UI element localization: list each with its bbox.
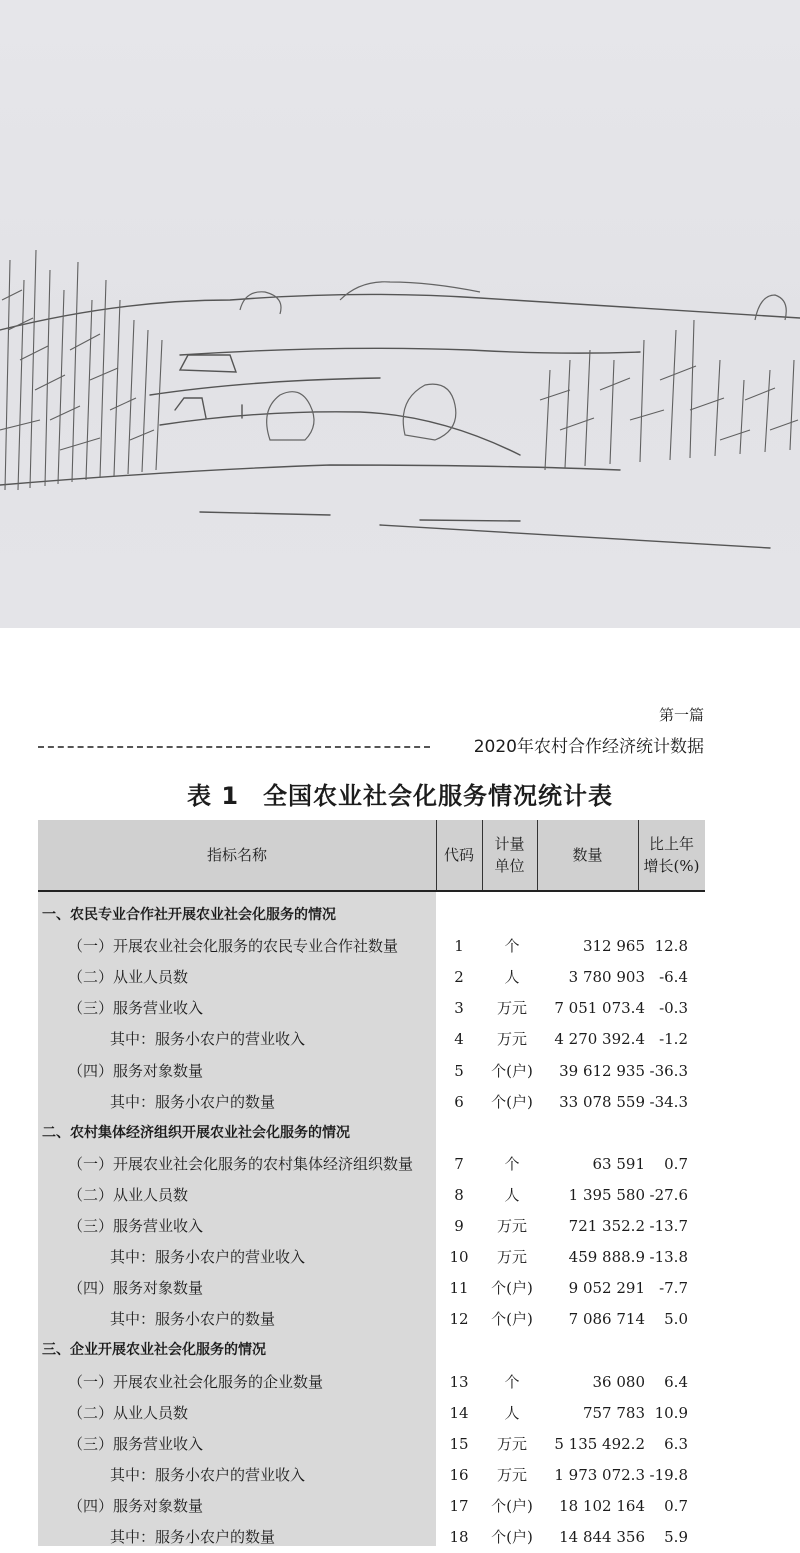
row-unit: 人: [504, 1185, 520, 1204]
row-code: 13: [449, 1372, 469, 1391]
row-code: 6: [454, 1092, 464, 1111]
col-header-growth-line1: 比上年: [648, 835, 694, 853]
row-name: （三）服务营业收入: [68, 999, 204, 1018]
section-row: [38, 900, 705, 931]
col-header-unit-line1: 计量: [494, 835, 525, 853]
table-row: [38, 1460, 705, 1491]
row-quantity: 63 591: [592, 1154, 645, 1173]
col-header-unit: [482, 820, 537, 890]
row-growth: -1.2: [659, 1030, 688, 1049]
landscape-illustration: [0, 0, 800, 628]
row-unit: 万元: [496, 1434, 527, 1453]
row-quantity: 7 086 714: [568, 1310, 645, 1329]
row-name: 其中：服务小农户的数量: [110, 1528, 276, 1546]
table-row: [38, 1211, 705, 1242]
running-title: 2020年农村合作经济统计数据: [473, 737, 704, 757]
row-quantity: 9 052 291: [568, 1279, 645, 1298]
row-quantity: 721 352.2: [568, 1217, 645, 1235]
row-unit: 个: [504, 1372, 520, 1391]
row-growth: 6.4: [664, 1372, 688, 1391]
row-name: （一）开展农业社会化服务的农民专业合作社数量: [68, 937, 399, 956]
ground-stroke: [380, 525, 770, 548]
row-growth: 0.7: [664, 1154, 688, 1173]
row-name: （一）开展农业社会化服务的企业数量: [68, 1372, 324, 1391]
table-row: [38, 1367, 705, 1398]
row-unit: 万元: [496, 1217, 527, 1235]
row-growth: -19.8: [649, 1465, 688, 1484]
row-name: （四）服务对象数量: [68, 1496, 204, 1515]
row-growth: -27.6: [649, 1185, 688, 1204]
col-header-unit-line2: 单位: [494, 857, 525, 875]
row-code: 3: [454, 999, 464, 1018]
row-code: 8: [454, 1185, 464, 1204]
row-name: （一）开展农业社会化服务的农村集体经济组织数量: [68, 1154, 414, 1173]
table-title: [0, 776, 800, 811]
row-code: 2: [454, 968, 464, 987]
row-code: 17: [449, 1496, 469, 1515]
row-growth: -7.7: [659, 1279, 688, 1298]
tree-cluster-right: [540, 320, 798, 470]
row-name: （四）服务对象数量: [68, 1279, 204, 1298]
row-quantity: 39 612 935: [559, 1061, 645, 1080]
table-row: [38, 1056, 705, 1087]
row-growth: -6.4: [659, 968, 688, 987]
row-unit: 万元: [496, 1030, 527, 1049]
row-growth: -13.8: [649, 1248, 688, 1267]
col-header-name: 指标名称: [206, 846, 267, 864]
row-quantity: 312 965: [582, 937, 645, 956]
row-quantity: 36 080: [592, 1372, 645, 1391]
field-line: [150, 378, 380, 395]
row-quantity: 757 783: [582, 1403, 645, 1422]
row-quantity: 33 078 559: [559, 1092, 645, 1111]
tree-cluster-left: [0, 250, 162, 490]
table-row: [38, 1273, 705, 1304]
row-unit: 个(户): [491, 1528, 533, 1546]
row-growth: 0.7: [664, 1496, 688, 1515]
field-line: [180, 348, 640, 355]
row-unit: 个: [504, 1154, 520, 1173]
table-row: [38, 1522, 705, 1553]
row-quantity: 18 102 164: [559, 1496, 645, 1515]
dashed-rule: [38, 746, 430, 748]
row-growth: 6.3: [664, 1434, 688, 1453]
table-row: [38, 1180, 705, 1211]
part-label: 第一篇: [658, 706, 704, 724]
row-name: 三、企业开展农业社会化服务的情况: [42, 1342, 266, 1359]
row-code: 18: [449, 1528, 469, 1546]
section-row: [38, 1335, 705, 1366]
row-growth: 5.0: [664, 1310, 688, 1329]
row-name: 一、农民专业合作社开展农业社会化服务的情况: [42, 907, 336, 923]
table-row: [38, 931, 705, 962]
row-unit: 个(户): [491, 1092, 533, 1111]
row-code: 4: [454, 1030, 464, 1049]
col-header-qty: 数量: [572, 846, 603, 864]
row-name: 其中：服务小农户的数量: [110, 1310, 276, 1329]
row-code: 16: [449, 1465, 469, 1484]
row-name: 其中：服务小农户的营业收入: [110, 1465, 306, 1484]
row-growth: 12.8: [654, 937, 688, 956]
row-quantity: 459 888.9: [568, 1248, 645, 1267]
table-row: [38, 1429, 705, 1460]
statistics-table: [38, 820, 705, 1546]
table-number: 表 1: [186, 782, 240, 810]
row-name: （四）服务对象数量: [68, 1061, 204, 1080]
row-name: 其中：服务小农户的营业收入: [110, 1030, 306, 1049]
row-name: （二）从业人员数: [68, 1403, 189, 1422]
row-growth: -36.3: [649, 1061, 688, 1080]
row-quantity: 14 844 356: [559, 1528, 645, 1546]
table-row: [38, 1024, 705, 1055]
row-growth: 10.9: [654, 1403, 688, 1422]
col-header-growth: [638, 820, 705, 890]
table-row: [38, 1242, 705, 1273]
ground-line: [0, 465, 620, 485]
row-unit: 万元: [496, 1248, 527, 1267]
row-name: （三）服务营业收入: [68, 1217, 204, 1235]
ground-stroke: [200, 512, 520, 521]
table-title-text: 全国农业社会化服务情况统计表: [263, 782, 614, 810]
row-name: （二）从业人员数: [68, 968, 189, 987]
row-growth: -0.3: [659, 999, 688, 1018]
row-code: 12: [449, 1310, 469, 1329]
row-quantity: 5 135 492.2: [554, 1434, 645, 1453]
row-quantity: 4 270 392.4: [554, 1030, 645, 1049]
table-row: [38, 1304, 705, 1335]
table-row: [38, 1149, 705, 1180]
row-unit: 个(户): [491, 1310, 533, 1329]
row-unit: 个(户): [491, 1061, 533, 1080]
row-quantity: 1 973 072.3: [554, 1465, 645, 1484]
row-unit: 万元: [496, 999, 527, 1018]
table-row: [38, 1087, 705, 1118]
row-name: 其中：服务小农户的营业收入: [110, 1248, 306, 1267]
table-header: [38, 820, 705, 892]
row-unit: 个(户): [491, 1496, 533, 1515]
row-code: 9: [454, 1217, 464, 1235]
row-code: 5: [454, 1061, 464, 1080]
row-quantity: 7 051 073.4: [554, 999, 645, 1018]
col-header-growth-line2: 增长(%): [643, 857, 700, 875]
tree-clumps: [240, 282, 786, 440]
shed: [175, 398, 206, 418]
section-row: [38, 1118, 705, 1149]
road-line: [160, 412, 520, 455]
table-row: [38, 1491, 705, 1522]
row-code: 15: [449, 1434, 469, 1453]
row-unit: 万元: [496, 1465, 527, 1484]
row-growth: -13.7: [649, 1217, 688, 1235]
row-code: 7: [454, 1154, 464, 1173]
table-row: [38, 1398, 705, 1429]
row-unit: 个: [504, 937, 520, 956]
row-name: （三）服务营业收入: [68, 1434, 204, 1453]
row-growth: 5.9: [664, 1528, 688, 1546]
row-unit: 人: [504, 1403, 520, 1422]
row-quantity: 3 780 903: [568, 968, 645, 987]
row-code: 10: [449, 1248, 469, 1267]
row-name: （二）从业人员数: [68, 1185, 189, 1204]
row-code: 14: [449, 1403, 469, 1422]
row-unit: 个(户): [491, 1279, 533, 1298]
row-unit: 人: [504, 968, 520, 987]
barn-roof: [180, 355, 236, 372]
col-header-code: 代码: [443, 846, 474, 864]
row-code: 11: [449, 1279, 469, 1298]
row-code: 1: [454, 937, 464, 956]
row-growth: -34.3: [649, 1092, 688, 1111]
row-name: 其中：服务小农户的数量: [110, 1092, 276, 1111]
table-row: [38, 993, 705, 1024]
row-quantity: 1 395 580: [568, 1185, 645, 1204]
landscape-sketch: [0, 0, 800, 628]
row-name: 二、农村集体经济组织开展农业社会化服务的情况: [42, 1124, 350, 1141]
table-row: [38, 962, 705, 993]
